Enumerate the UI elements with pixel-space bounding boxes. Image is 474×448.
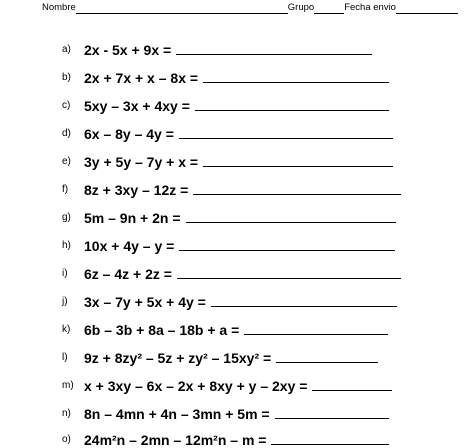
exercise-label: j) <box>62 296 68 307</box>
exercise-expression: 6x – 8y – 4y = <box>84 126 174 142</box>
exercise-expression: 10x + 4y – y = <box>84 238 175 254</box>
exercise-label: c) <box>62 100 71 111</box>
exercise-label: b) <box>62 72 71 83</box>
exercise-expression: 2x + 7x + x – 8x = <box>84 70 199 86</box>
exercise-expression: 6b – 3b + 8a – 18b + a = <box>84 322 240 338</box>
answer-blank[interactable] <box>312 378 392 391</box>
exercise-item <box>62 66 389 86</box>
exercise-item <box>62 206 396 226</box>
exercise-label: l) <box>62 352 68 363</box>
exercise-item <box>62 346 378 366</box>
exercise-expression: 3x – 7y + 5x + 4y = <box>84 294 206 310</box>
exercise-label: m) <box>62 380 74 391</box>
grupo-label: Grupo <box>287 2 315 13</box>
answer-blank[interactable] <box>203 70 389 83</box>
exercise-expression: 3y + 5y – 7y + x = <box>84 154 199 170</box>
exercise-expression: 6z – 4z + 2z = <box>84 266 172 282</box>
exercise-label: f) <box>62 184 69 195</box>
exercise-label: a) <box>62 44 71 55</box>
exercise-item <box>62 122 393 142</box>
exercise-expression: 8z + 3xy – 12z = <box>84 182 189 198</box>
answer-blank[interactable] <box>177 266 401 279</box>
answer-blank[interactable] <box>179 126 393 139</box>
exercise-item <box>62 234 395 254</box>
answer-blank[interactable] <box>276 350 378 363</box>
answer-blank[interactable] <box>244 322 388 335</box>
exercise-item <box>62 318 388 338</box>
exercise-label: o) <box>62 434 71 445</box>
answer-blank[interactable] <box>211 294 397 307</box>
nombre-blank-line[interactable] <box>76 4 288 14</box>
exercise-expression: x + 3xy – 6x – 2x + 8xy + y – 2xy = <box>84 378 308 394</box>
answer-blank[interactable] <box>193 182 401 195</box>
answer-blank[interactable] <box>176 42 372 55</box>
exercise-expression: 24m²n – 2mn – 12m²n – m = <box>84 432 267 448</box>
exercise-expression: 9z + 8zy² – 5z + zy² – 15xy² = <box>84 350 272 366</box>
fecha-label: Fecha envio <box>344 2 396 13</box>
exercise-item <box>62 428 389 448</box>
fecha-blank-line[interactable] <box>396 4 458 14</box>
exercise-label: i) <box>62 268 68 279</box>
exercise-item <box>62 178 401 198</box>
exercise-item <box>62 150 393 170</box>
exercise-item <box>62 94 389 114</box>
answer-blank[interactable] <box>179 238 395 251</box>
student-info-header <box>42 2 458 14</box>
exercise-expression: 5xy – 3x + 4xy = <box>84 98 190 114</box>
grupo-blank-line[interactable] <box>314 4 344 14</box>
exercise-item <box>62 290 397 310</box>
exercise-item <box>62 402 389 422</box>
exercise-item <box>62 38 372 58</box>
answer-blank[interactable] <box>186 210 396 223</box>
answer-blank[interactable] <box>271 432 389 445</box>
exercise-label: h) <box>62 240 71 251</box>
nombre-label: Nombre <box>42 2 76 13</box>
exercise-item <box>62 262 401 282</box>
exercise-label: k) <box>62 324 71 335</box>
exercise-label: d) <box>62 128 71 139</box>
exercise-label: e) <box>62 156 71 167</box>
exercise-expression: 2x - 5x + 9x = <box>84 42 172 58</box>
answer-blank[interactable] <box>195 98 389 111</box>
answer-blank[interactable] <box>203 154 393 167</box>
exercise-expression: 5m – 9n + 2n = <box>84 210 181 226</box>
exercise-item <box>62 374 392 394</box>
exercise-label: g) <box>62 212 71 223</box>
exercise-expression: 8n – 4mn + 4n – 3mn + 5m = <box>84 406 270 422</box>
answer-blank[interactable] <box>275 406 389 419</box>
exercise-label: n) <box>62 408 71 419</box>
